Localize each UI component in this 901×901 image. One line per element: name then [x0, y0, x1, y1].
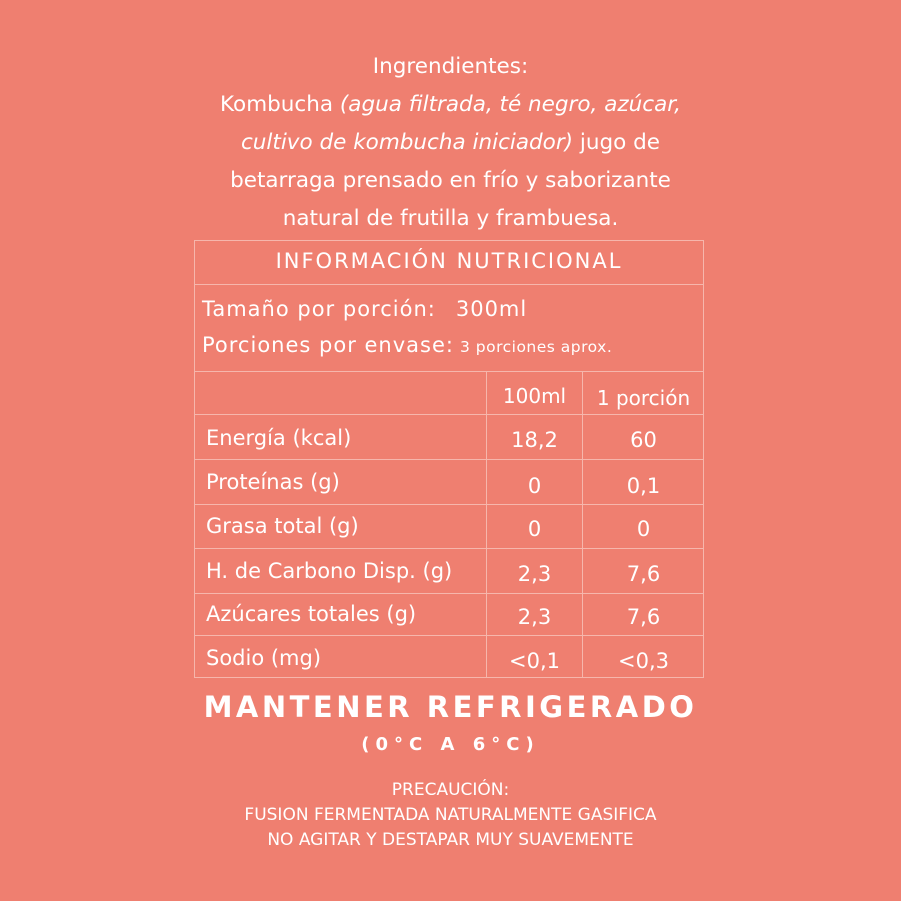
ingredients-line-4: natural de frutilla y frambuesa.	[282, 206, 619, 231]
table-divider	[195, 504, 703, 505]
row-label: Proteínas (g)	[206, 470, 340, 494]
value-portion: 60	[630, 428, 657, 452]
column-header-100ml: 100ml	[502, 384, 567, 408]
caution-line-1: FUSION FERMENTADA NATURALMENTE GASIFICA	[244, 805, 657, 825]
row-label: Grasa total (g)	[206, 514, 359, 538]
caution-heading: PRECAUCIÓN:	[391, 780, 510, 800]
value-100ml: 2,3	[517, 605, 552, 629]
nutrition-title: INFORMACIÓN NUTRICIONAL	[275, 249, 623, 273]
temperature-range: (0°C A 6°C)	[361, 734, 540, 755]
table-divider	[195, 459, 703, 460]
ingredients-line-2	[150, 124, 751, 162]
row-label: Energía (kcal)	[206, 426, 352, 450]
serving-size-label: Tamaño por porción:	[202, 297, 436, 321]
keep-refrigerated-heading: MANTENER REFRIGERADO	[203, 690, 698, 724]
servings-per-container-label: Porciones por envase:	[202, 333, 454, 357]
table-divider	[195, 593, 703, 594]
row-label: H. de Carbono Disp. (g)	[206, 559, 453, 583]
serving-size-row	[202, 297, 527, 321]
value-portion: 0	[636, 517, 651, 541]
table-divider	[195, 371, 703, 372]
value-portion: 7,6	[626, 562, 661, 586]
ingredients-heading: Ingrendientes:	[372, 54, 529, 79]
table-divider	[195, 548, 703, 549]
caution-line-2: NO AGITAR Y DESTAPAR MUY SUAVEMENTE	[267, 830, 634, 850]
value-100ml: 0	[527, 474, 542, 498]
ingredients-line-3: betarraga prensado en frío y saborizante	[230, 168, 671, 193]
ingredients-paren-1: (agua filtrada, té negro, azúcar,	[339, 92, 681, 117]
servings-per-container-value: 3 porciones aprox.	[459, 338, 613, 356]
kombucha-word: Kombucha	[220, 92, 334, 117]
ingredients-line-1	[150, 86, 751, 124]
value-portion: 0,1	[626, 474, 661, 498]
value-portion: <0,3	[618, 649, 669, 673]
value-100ml: 18,2	[511, 428, 558, 452]
value-100ml: <0,1	[509, 649, 560, 673]
row-label: Azúcares totales (g)	[206, 602, 417, 626]
value-portion: 7,6	[626, 605, 661, 629]
serving-size-value: 300ml	[455, 297, 528, 321]
value-100ml: 0	[527, 517, 542, 541]
table-divider	[195, 635, 703, 636]
caution-block	[150, 778, 751, 853]
servings-per-container-row	[202, 333, 612, 357]
ingredients-after-paren: jugo de	[573, 130, 661, 155]
column-header-portion: 1 porción	[596, 386, 691, 410]
value-100ml: 2,3	[517, 562, 552, 586]
table-divider	[195, 414, 703, 415]
ingredients-paren-2: cultivo de kombucha iniciador)	[240, 130, 574, 155]
ingredients-block	[150, 48, 751, 238]
row-label: Sodio (mg)	[206, 646, 322, 670]
nutrition-table	[194, 240, 704, 678]
table-divider	[195, 284, 703, 285]
